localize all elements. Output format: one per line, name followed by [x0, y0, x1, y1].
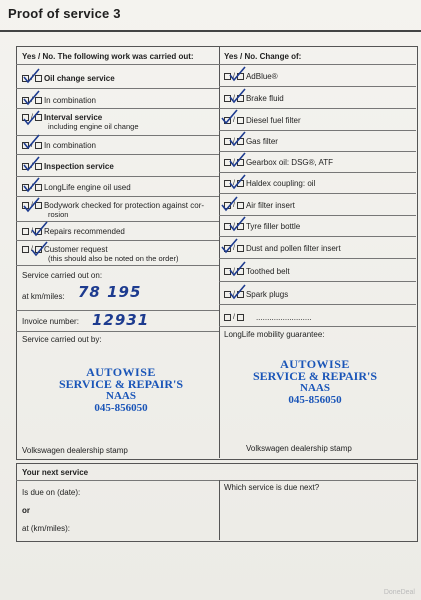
check-mark-icon — [22, 68, 40, 84]
right-item-toothed-belt[interactable]: / Toothed belt — [224, 267, 290, 276]
check-mark-icon — [228, 131, 246, 147]
check-mark-icon — [22, 177, 40, 193]
check-mark-icon — [22, 134, 40, 150]
right-item-brake-fluid[interactable]: / Brake fluid — [224, 94, 284, 103]
check-mark-icon — [228, 174, 246, 190]
km-handwritten-value: 78 195 — [78, 283, 142, 301]
right-column-header: Yes / No. Change of: — [224, 52, 302, 61]
right-item-blank[interactable]: / ......................... — [224, 313, 312, 322]
yes-checkbox[interactable] — [22, 228, 29, 235]
left-item-bodywork[interactable]: / Bodywork checked for protection against cor- rosion — [22, 201, 204, 219]
left-item-inspection[interactable]: / Inspection service — [22, 162, 114, 171]
left-item-customer-request[interactable]: / Customer request (this should also be noted on the order) — [22, 245, 179, 263]
check-mark-icon — [22, 156, 40, 172]
right-item-air-filter[interactable]: / Air filter insert — [224, 201, 295, 210]
right-item-tyre-bottle[interactable]: / Tyre filler bottle — [224, 222, 300, 231]
invoice-number-label: Invoice number: — [22, 317, 79, 326]
km-label: at km/miles: — [22, 292, 65, 301]
longlife-guarantee-label: LongLife mobility guarantee: — [224, 330, 325, 339]
left-column-header: Yes / No. The following work was carried out: — [22, 52, 194, 61]
left-item-combination-2[interactable]: / In combination — [22, 141, 96, 150]
dealer-stamp-right: AUTOWISE SERVICE & REPAIR'S NAAS 045-856050 — [252, 357, 378, 406]
next-service-title: Your next service — [22, 468, 89, 477]
check-mark-icon — [22, 197, 40, 213]
right-item-adblue[interactable]: / AdBlue® — [224, 72, 278, 81]
left-item-repairs[interactable]: / Repairs recommended — [22, 227, 125, 236]
right-item-haldex[interactable]: / Haldex coupling: oil — [224, 179, 315, 188]
check-mark-icon — [228, 66, 246, 82]
right-item-diesel-filter[interactable]: / Diesel fuel filter — [224, 116, 301, 125]
left-item-oil-change[interactable]: / Oil change service — [22, 74, 115, 83]
dealer-stamp-label-left: Volkswagen dealership stamp — [22, 446, 128, 455]
check-mark-icon — [228, 284, 246, 300]
check-mark-icon — [30, 241, 48, 257]
left-item-longlife-oil[interactable]: / LongLife engine oil used — [22, 183, 131, 192]
check-mark-icon — [220, 238, 238, 254]
right-item-gearbox-oil[interactable]: / Gearbox oil: DSG®, ATF — [224, 158, 333, 167]
invoice-handwritten-value: 12931 — [92, 311, 150, 329]
header-rule — [16, 64, 416, 65]
dealer-stamp-label-right: Volkswagen dealership stamp — [246, 444, 352, 453]
yes-checkbox[interactable] — [22, 246, 29, 253]
check-mark-icon — [30, 221, 48, 237]
check-mark-icon — [220, 109, 238, 125]
check-mark-icon — [228, 152, 246, 168]
right-item-spark-plugs[interactable]: / Spark plugs — [224, 290, 288, 299]
left-item-combination-1[interactable]: / In combination — [22, 96, 96, 105]
next-service-km-label[interactable]: at (km/miles): — [22, 524, 70, 533]
check-mark-icon — [228, 216, 246, 232]
title-divider — [0, 30, 421, 32]
or-label: or — [22, 506, 30, 515]
check-mark-icon — [220, 196, 238, 212]
right-item-gas-filter[interactable]: / Gas filter — [224, 137, 278, 146]
next-service-date-label[interactable]: Is due on (date): — [22, 488, 81, 497]
right-item-pollen-filter[interactable]: / Dust and pollen filter insert — [224, 244, 341, 253]
watermark: DoneDeal — [383, 589, 415, 596]
dealer-stamp-left: AUTOWISE SERVICE & REPAIR'S NAAS 045-856050 — [58, 365, 184, 414]
left-item-interval-service[interactable]: / Interval service including engine oil change — [22, 113, 139, 131]
check-mark-icon — [22, 110, 40, 126]
which-service-label[interactable]: Which service is due next? — [224, 483, 320, 492]
check-mark-icon — [22, 90, 40, 106]
check-mark-icon — [228, 261, 246, 277]
service-by-label: Service carried out by: — [22, 335, 102, 344]
service-carried-out-on-label: Service carried out on: — [22, 271, 103, 280]
check-mark-icon — [228, 88, 246, 104]
page-title: Proof of service 3 — [8, 6, 121, 21]
